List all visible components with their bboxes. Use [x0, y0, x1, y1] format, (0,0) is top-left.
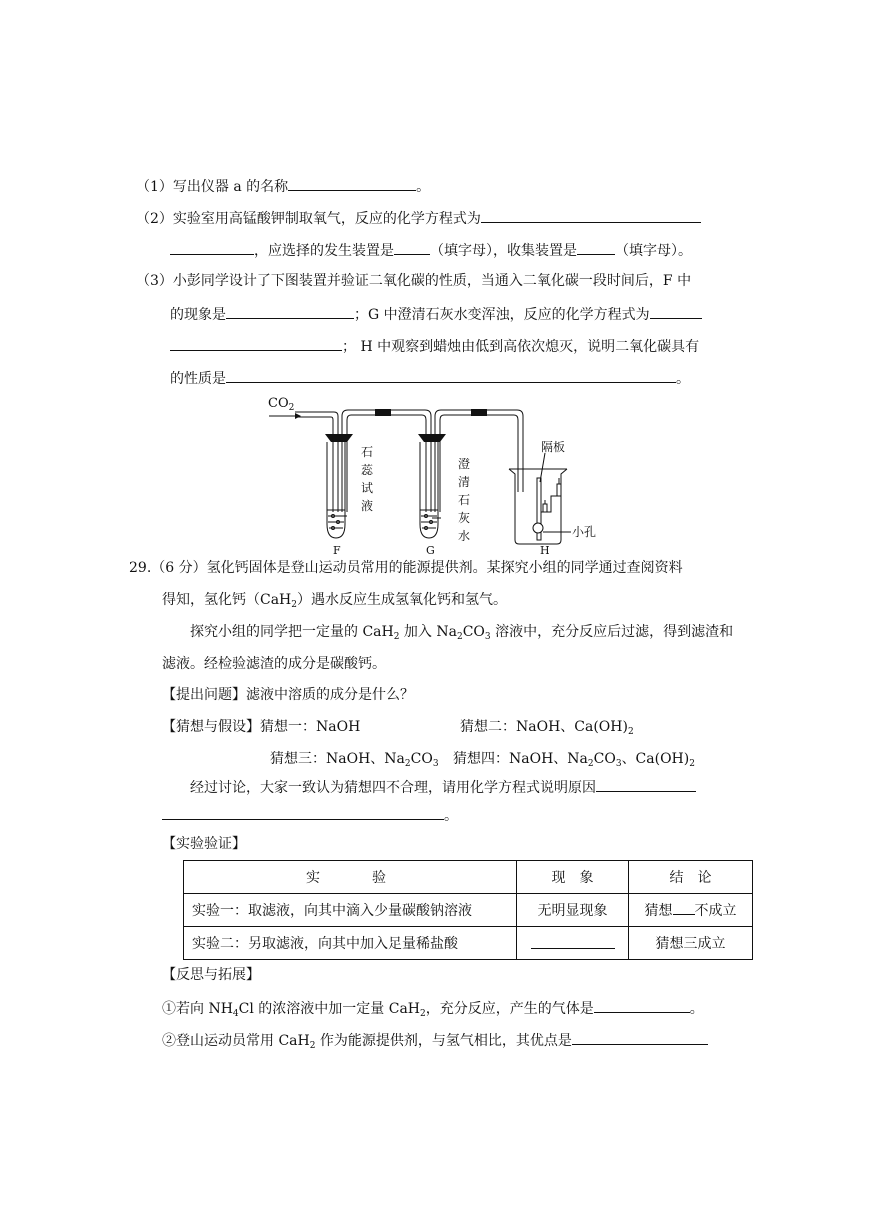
- hypothesis-2-text: 猜想二：NaOH、Ca(OH): [460, 719, 628, 735]
- label-partition: 隔板: [541, 440, 566, 454]
- q29-reflect-2: [162, 1030, 708, 1055]
- q29-question: [162, 686, 414, 704]
- reflect-2-a: ②登山运动员常用 CaH: [162, 1033, 310, 1049]
- header-experiment: 实 验: [184, 861, 517, 894]
- rubber-joint-2: [471, 409, 487, 416]
- inlet-arrow: [269, 413, 301, 419]
- reflect-heading: 【反思与拓展】: [162, 967, 260, 983]
- part3-text-d: ； H 中观察到蜡烛由低到高依次熄灭，说明二氧化碳具有: [342, 339, 700, 355]
- part3-text-e: 的性质是: [170, 371, 226, 387]
- svg-text:试: 试: [361, 481, 374, 495]
- punct: 。: [416, 179, 431, 195]
- q29-reflect-1: [162, 998, 704, 1023]
- hypothesis-4-text-c: 、Ca(OH): [621, 751, 690, 767]
- answer-blank-co2-property[interactable]: [226, 368, 676, 383]
- hypothesis-4-text-b: CO: [593, 751, 616, 767]
- q3-part3-line4: [170, 368, 690, 388]
- q29-reflect-heading: [162, 966, 260, 984]
- header-conclusion: 结 论: [629, 861, 753, 894]
- question-text: 【提出问题】滤液中溶质的成分是什么？: [162, 687, 414, 703]
- exp1-phenomenon: 无明显现象: [517, 894, 629, 927]
- reflect-1-c: ，充分反应，产生的气体是: [425, 1001, 594, 1017]
- punct: 。: [676, 371, 690, 387]
- reflect-2-b: 作为能源提供剂，与氢气相比，其优点是: [315, 1033, 572, 1049]
- tube-inlet: [295, 412, 338, 512]
- answer-blank-hypothesis-no[interactable]: [673, 900, 695, 915]
- table-header-row: [184, 861, 753, 894]
- answer-blank-reason[interactable]: [596, 777, 696, 792]
- hypothesis-4-text: 猜想四：NaOH、Na: [453, 751, 588, 767]
- label-f: F: [333, 544, 341, 557]
- answer-blank-generator[interactable]: [394, 240, 430, 255]
- svg-text:液: 液: [361, 499, 374, 513]
- subscript: 2: [689, 759, 695, 769]
- part3-text-b: 的现象是: [170, 307, 226, 323]
- q29-hypothesis-4: [453, 750, 695, 773]
- label-limewater: [458, 457, 470, 543]
- part2-text-b: ，应选择的发生装置是: [254, 243, 394, 259]
- svg-text:澄: 澄: [458, 457, 471, 471]
- label-small-hole: 小孔: [572, 525, 597, 539]
- hypothesis-3-text: 猜想三：NaOH、Na: [270, 751, 405, 767]
- svg-text:灰: 灰: [458, 511, 471, 525]
- exp2-conclusion: 猜想三成立: [629, 927, 753, 960]
- answer-blank-instrument-a[interactable]: [288, 176, 416, 191]
- answer-blank-g-equation[interactable]: [650, 304, 702, 319]
- partition-pointer: [540, 453, 545, 482]
- svg-text:石: 石: [458, 493, 471, 507]
- co2-label: $CO_2$: [268, 396, 295, 413]
- verify-heading: 【实验验证】: [162, 836, 246, 852]
- q29-line4: [162, 655, 386, 673]
- stopper-f: [325, 434, 353, 442]
- q3-part1: [136, 176, 430, 196]
- label-litmus: [361, 445, 374, 513]
- q29-text-3c: CO: [462, 624, 485, 640]
- answer-blank-equation-o2[interactable]: [481, 208, 701, 223]
- q29-verify-heading: [162, 835, 246, 853]
- subscript: 2: [420, 1009, 426, 1019]
- q29-text-1: 29.（6 分）氢化钙固体是登山运动员常用的能源提供剂。某探究小组的同学通过查阅资料: [129, 560, 683, 576]
- subscript: 2: [404, 759, 411, 769]
- q29-discussion: [190, 777, 696, 797]
- small-hole: [533, 523, 543, 533]
- part3-text-a: （3）小彭同学设计了下图装置并验证二氧化碳的性质，当通入二氧化碳一段时间后，F 中: [136, 273, 692, 289]
- punct: 。: [689, 1001, 704, 1017]
- punct: 。: [444, 808, 458, 824]
- part2-text: （2）实验室用高锰酸钾制取氧气，反应的化学方程式为: [136, 211, 481, 227]
- q29-text-2b: ）遇水反应生成氢氧化钙和氢气。: [297, 592, 508, 608]
- answer-blank-gas[interactable]: [594, 998, 690, 1013]
- part3-text-c: ；G 中澄清石灰水变浑浊，反应的化学方程式为: [354, 307, 650, 323]
- rubber-joint-1: [375, 409, 391, 416]
- subscript: 2: [393, 632, 400, 642]
- q29-text-2a: 得知，氢化钙（CaH: [162, 592, 292, 608]
- exp1-cell: 实验一：取滤液，向其中滴入少量碳酸钠溶液: [184, 894, 517, 927]
- answer-blank-f-phenomenon[interactable]: [226, 304, 354, 319]
- table-row: [184, 927, 753, 960]
- subscript: 3: [615, 759, 622, 769]
- subscript: 2: [587, 759, 594, 769]
- candle-low: [543, 504, 547, 512]
- reflect-1-a: ①若向 NH: [162, 1001, 233, 1017]
- answer-blank-exp2-phenomenon[interactable]: [531, 934, 615, 949]
- q29-text-4: 滤液。经检验滤渣的成分是碳酸钙。: [162, 656, 386, 672]
- q3-part3-line2: [170, 304, 702, 324]
- answer-blank-collector[interactable]: [577, 240, 615, 255]
- subscript: 3: [484, 632, 491, 642]
- q29-line1: [129, 559, 683, 577]
- answer-blank-advantage[interactable]: [572, 1030, 708, 1045]
- label-h: H: [540, 544, 550, 557]
- part1-text: （1）写出仪器 a 的名称: [136, 179, 289, 195]
- discussion-text: 经过讨论，大家一致认为猜想四不合理，请用化学方程式说明原因: [190, 780, 596, 796]
- subscript: 2: [627, 727, 634, 737]
- candle-high: [557, 484, 561, 496]
- answer-blank-equation-o2-cont[interactable]: [170, 240, 254, 255]
- header-phenomenon: 现 象: [517, 861, 629, 894]
- hypothesis-3-text-b: CO: [410, 751, 433, 767]
- q29-hypothesis-row1: [162, 718, 360, 736]
- part2-text-d: （填字母）。: [615, 243, 692, 259]
- q29-line2: [162, 591, 507, 614]
- q29-hypothesis-2: [460, 718, 634, 741]
- q3-part2-line2: [170, 240, 692, 260]
- table-row: [184, 894, 753, 927]
- part2-text-c: （填字母），收集装置是: [430, 243, 577, 259]
- q29-text-3a: 探究小组的同学把一定量的 CaH: [190, 624, 394, 640]
- answer-blank-g-equation-cont[interactable]: [170, 336, 342, 351]
- subscript: 3: [432, 759, 439, 769]
- stopper-g: [418, 434, 446, 442]
- q29-text-3d: 溶液中，充分反应后过滤，得到滤渣和: [490, 624, 734, 640]
- label-g: G: [426, 544, 435, 557]
- subscript: 2: [309, 1041, 316, 1051]
- q3-part3-line3: [170, 336, 699, 356]
- svg-text:蕊: 蕊: [361, 463, 374, 477]
- q3-part3-line1: [136, 272, 691, 290]
- tube-f-to-g: [342, 410, 431, 512]
- q29-text-3b: 加入 Na: [399, 624, 457, 640]
- subscript: 4: [232, 1009, 239, 1019]
- q29-discussion-cont: [162, 805, 458, 825]
- svg-text:水: 水: [458, 529, 471, 543]
- svg-text:石: 石: [361, 445, 374, 459]
- experiment-table: [183, 860, 753, 960]
- co2-apparatus-diagram: [255, 392, 615, 558]
- reflect-1-b: Cl 的浓溶液中加一定量 CaH: [238, 1001, 421, 1017]
- exp2-cell: 实验二：另取滤液，向其中加入足量稀盐酸: [184, 927, 517, 960]
- test-tube-f: [325, 434, 353, 538]
- q29-hypothesis-3: [270, 750, 439, 773]
- subscript: 2: [456, 632, 463, 642]
- test-tube-g: [418, 434, 446, 538]
- hypothesis-1: 【猜想与假设】猜想一：NaOH: [162, 719, 361, 735]
- svg-text:清: 清: [458, 475, 471, 489]
- q29-line3: [190, 623, 733, 646]
- subscript: 2: [291, 600, 298, 610]
- tube-g-to-h: [435, 410, 523, 512]
- answer-blank-reason-cont[interactable]: [162, 805, 444, 820]
- q3-part2-line1: [136, 208, 701, 228]
- exp2-phenomenon: [517, 927, 629, 960]
- exp1-conclusion: 猜想 不成立: [629, 894, 753, 927]
